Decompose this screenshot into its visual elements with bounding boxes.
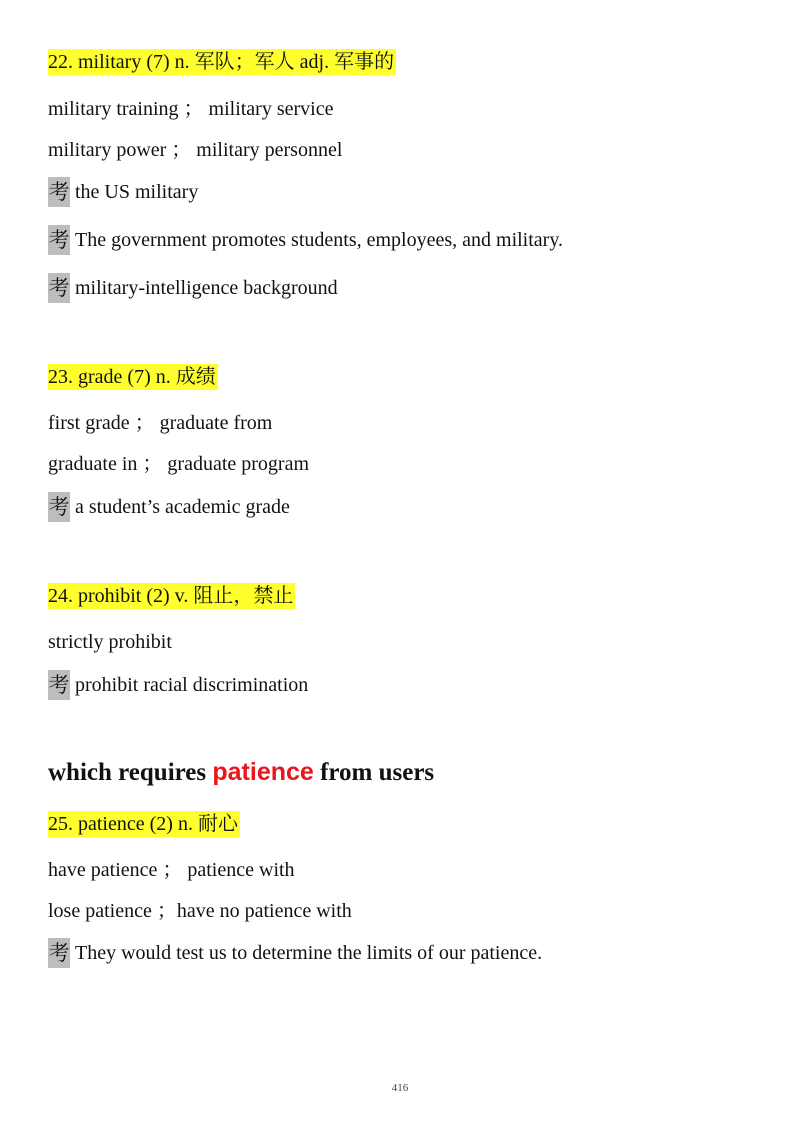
entry-title-highlight: 22. military (7) n. 军队；军人 adj. 军事的 xyxy=(48,51,395,73)
section-heading-highlight: patience xyxy=(212,758,314,786)
phrase-line: military power ； military personnel xyxy=(48,139,343,161)
entry-title-highlight: 25. patience (2) n. 耐心 xyxy=(48,813,238,835)
exam-text: military-intelligence background xyxy=(75,277,338,299)
exam-marker: 考 xyxy=(48,938,70,968)
exam-line xyxy=(48,177,198,207)
page-number: 416 xyxy=(391,1082,409,1094)
section-heading-after: from users xyxy=(313,759,435,786)
entry-title xyxy=(48,811,240,837)
exam-line xyxy=(48,492,290,522)
exam-marker: 考 xyxy=(48,177,70,207)
entry-title xyxy=(48,49,396,75)
phrase-line: military training ； military service xyxy=(48,98,334,120)
exam-text: the US military xyxy=(75,181,199,203)
section-heading-before: which requires xyxy=(48,759,213,786)
entry-title xyxy=(48,583,295,609)
exam-text: a student’s academic grade xyxy=(75,496,290,518)
phrase-line: have patience ； patience with xyxy=(48,859,295,881)
exam-text: The government promotes students, employees, and military. xyxy=(75,229,564,251)
exam-text: prohibit racial discrimination xyxy=(75,674,309,696)
exam-line xyxy=(48,938,542,968)
exam-marker: 考 xyxy=(48,670,70,700)
exam-marker: 考 xyxy=(48,492,70,522)
exam-line xyxy=(48,273,338,303)
phrase-line: lose patience ；have no patience with xyxy=(48,900,352,922)
section-heading xyxy=(48,758,434,787)
exam-line xyxy=(48,670,308,700)
phrase-line: strictly prohibit xyxy=(48,631,172,653)
phrase-line: first grade ； graduate from xyxy=(48,412,273,434)
entry-title-highlight: 23. grade (7) n. 成绩 xyxy=(48,366,216,388)
entry-title-highlight: 24. prohibit (2) v. 阻止，禁止 xyxy=(48,585,294,607)
phrase-line: graduate in ； graduate program xyxy=(48,453,310,475)
exam-marker: 考 xyxy=(48,273,70,303)
entry-title xyxy=(48,364,218,390)
exam-marker: 考 xyxy=(48,225,70,255)
exam-line xyxy=(48,225,563,255)
exam-text: They would test us to determine the limits of our patience. xyxy=(75,942,543,964)
